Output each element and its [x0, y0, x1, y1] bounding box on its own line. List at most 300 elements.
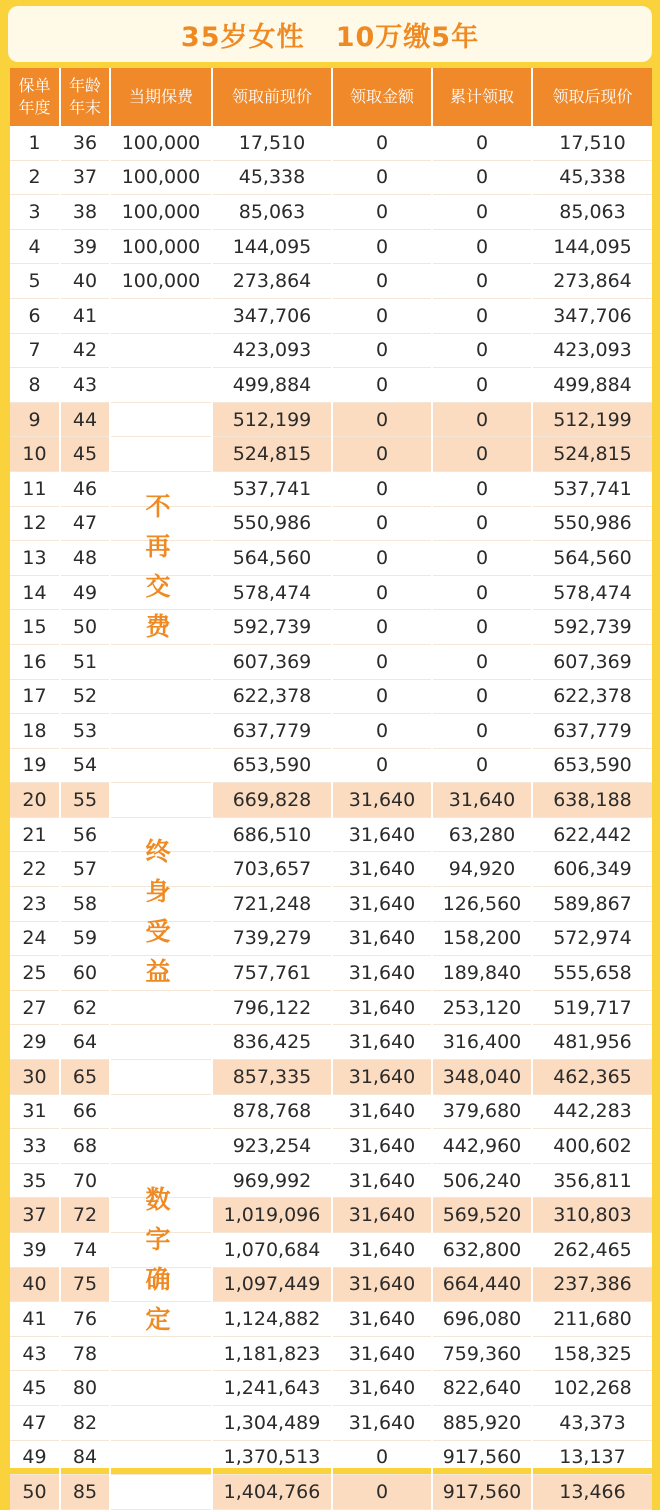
cell-value-after: 237,386: [532, 1267, 652, 1302]
cell-premium: 100,000: [110, 126, 212, 160]
table-row: [10, 714, 652, 749]
cell-policy-year: 1: [10, 126, 60, 160]
cell-value-before: 669,828: [212, 783, 332, 818]
table-row: [10, 1233, 652, 1268]
cell-cumulative: 0: [432, 298, 532, 333]
cell-value-after: 622,442: [532, 817, 652, 852]
cell-age: 45: [60, 437, 110, 472]
table-row: [10, 1475, 652, 1510]
cell-policy-year: 6: [10, 298, 60, 333]
cell-age: 49: [60, 575, 110, 610]
cell-premium: [110, 1129, 212, 1164]
policy-table-container: [10, 68, 652, 1503]
cell-value-before: 969,992: [212, 1163, 332, 1198]
cell-amount: 0: [332, 368, 432, 403]
cell-age: 66: [60, 1094, 110, 1129]
cell-value-before: 1,370,513: [212, 1440, 332, 1475]
side-label-char: 确: [145, 1265, 171, 1294]
header-value-before: 领取前现价: [212, 68, 332, 126]
cell-value-after: 13,137: [532, 1440, 652, 1475]
cell-cumulative: 0: [432, 748, 532, 783]
cell-cumulative: 126,560: [432, 887, 532, 922]
cell-cumulative: 316,400: [432, 1025, 532, 1060]
cell-premium: [110, 368, 212, 403]
cell-policy-year: 45: [10, 1371, 60, 1406]
table-row: [10, 610, 652, 645]
cell-value-after: 310,803: [532, 1198, 652, 1233]
cell-amount: 0: [332, 541, 432, 576]
cell-value-before: 524,815: [212, 437, 332, 472]
cell-policy-year: 25: [10, 956, 60, 991]
cell-cumulative: 917,560: [432, 1440, 532, 1475]
cell-policy-year: 41: [10, 1302, 60, 1337]
cell-amount: 0: [332, 126, 432, 160]
cell-cumulative: 442,960: [432, 1129, 532, 1164]
header-cumulative: 累计领取: [432, 68, 532, 126]
cell-age: 57: [60, 852, 110, 887]
cell-amount: 31,640: [332, 1163, 432, 1198]
cell-age: 70: [60, 1163, 110, 1198]
cell-value-before: 512,199: [212, 402, 332, 437]
cell-age: 80: [60, 1371, 110, 1406]
cell-policy-year: 16: [10, 644, 60, 679]
cell-value-before: 857,335: [212, 1060, 332, 1095]
cell-age: 75: [60, 1267, 110, 1302]
cell-policy-year: 49: [10, 1440, 60, 1475]
cell-premium: [110, 1440, 212, 1475]
cell-value-before: 607,369: [212, 644, 332, 679]
cell-value-before: 592,739: [212, 610, 332, 645]
cell-amount: 31,640: [332, 783, 432, 818]
side-label-char: 费: [145, 612, 171, 641]
cell-policy-year: 20: [10, 783, 60, 818]
cell-value-after: 519,717: [532, 990, 652, 1025]
cell-value-after: 637,779: [532, 714, 652, 749]
cell-value-before: 1,404,766: [212, 1475, 332, 1510]
cell-value-after: 606,349: [532, 852, 652, 887]
cell-value-before: 347,706: [212, 298, 332, 333]
cell-age: 74: [60, 1233, 110, 1268]
cell-age: 82: [60, 1405, 110, 1440]
cell-value-before: 721,248: [212, 887, 332, 922]
cell-amount: 31,640: [332, 887, 432, 922]
table-row: [10, 1025, 652, 1060]
cell-premium: [110, 1060, 212, 1095]
cell-cumulative: 0: [432, 644, 532, 679]
cell-policy-year: 40: [10, 1267, 60, 1302]
cell-amount: 0: [332, 644, 432, 679]
cell-policy-year: 33: [10, 1129, 60, 1164]
cell-policy-year: 24: [10, 921, 60, 956]
cell-amount: 31,640: [332, 1267, 432, 1302]
cell-cumulative: 0: [432, 541, 532, 576]
cell-value-before: 1,124,882: [212, 1302, 332, 1337]
cell-value-before: 836,425: [212, 1025, 332, 1060]
cell-age: 76: [60, 1302, 110, 1337]
cell-premium: [110, 1371, 212, 1406]
cell-value-before: 1,097,449: [212, 1267, 332, 1302]
cell-cumulative: 885,920: [432, 1405, 532, 1440]
cell-value-after: 524,815: [532, 437, 652, 472]
cell-policy-year: 13: [10, 541, 60, 576]
cell-value-before: 578,474: [212, 575, 332, 610]
cell-value-after: 653,590: [532, 748, 652, 783]
side-label-no-more-premium: [128, 487, 188, 647]
cell-age: 36: [60, 126, 110, 160]
table-row: [10, 644, 652, 679]
cell-cumulative: 0: [432, 610, 532, 645]
cell-policy-year: 31: [10, 1094, 60, 1129]
cell-amount: 0: [332, 195, 432, 230]
table-row: [10, 333, 652, 368]
table-row: [10, 229, 652, 264]
table-row: [10, 887, 652, 922]
cell-age: 58: [60, 887, 110, 922]
page-title: [8, 6, 652, 62]
cell-policy-year: 35: [10, 1163, 60, 1198]
table-row: [10, 748, 652, 783]
cell-amount: 31,640: [332, 1094, 432, 1129]
cell-amount: 0: [332, 229, 432, 264]
cell-policy-year: 10: [10, 437, 60, 472]
cell-cumulative: 348,040: [432, 1060, 532, 1095]
cell-value-before: 703,657: [212, 852, 332, 887]
cell-policy-year: 17: [10, 679, 60, 714]
cell-value-after: 499,884: [532, 368, 652, 403]
cell-value-before: 739,279: [212, 921, 332, 956]
cell-premium: [110, 783, 212, 818]
cell-cumulative: 0: [432, 714, 532, 749]
cell-age: 39: [60, 229, 110, 264]
table-row: [10, 575, 652, 610]
cell-amount: 31,640: [332, 990, 432, 1025]
cell-age: 50: [60, 610, 110, 645]
table-row: [10, 1336, 652, 1371]
cell-amount: 0: [332, 610, 432, 645]
cell-premium: [110, 402, 212, 437]
cell-premium: [110, 437, 212, 472]
cell-policy-year: 30: [10, 1060, 60, 1095]
cell-age: 78: [60, 1336, 110, 1371]
cell-policy-year: 15: [10, 610, 60, 645]
cell-cumulative: 31,640: [432, 783, 532, 818]
cell-value-after: 423,093: [532, 333, 652, 368]
cell-amount: 0: [332, 437, 432, 472]
cell-cumulative: 0: [432, 679, 532, 714]
cell-amount: 31,640: [332, 1302, 432, 1337]
cell-value-before: 550,986: [212, 506, 332, 541]
cell-amount: 0: [332, 506, 432, 541]
table-row: [10, 471, 652, 506]
cell-value-before: 1,181,823: [212, 1336, 332, 1371]
cell-age: 65: [60, 1060, 110, 1095]
cell-value-after: 622,378: [532, 679, 652, 714]
cell-premium: [110, 748, 212, 783]
cell-policy-year: 14: [10, 575, 60, 610]
cell-age: 52: [60, 679, 110, 714]
cell-value-after: 144,095: [532, 229, 652, 264]
cell-policy-year: 19: [10, 748, 60, 783]
cell-cumulative: 0: [432, 402, 532, 437]
cell-value-before: 537,741: [212, 471, 332, 506]
cell-policy-year: 11: [10, 471, 60, 506]
cell-premium: [110, 714, 212, 749]
cell-value-before: 622,378: [212, 679, 332, 714]
cell-value-before: 1,019,096: [212, 1198, 332, 1233]
cell-value-after: 442,283: [532, 1094, 652, 1129]
cell-value-before: 796,122: [212, 990, 332, 1025]
cell-policy-year: 43: [10, 1336, 60, 1371]
side-label-char: 数: [145, 1185, 171, 1214]
side-label-char: 身: [145, 877, 171, 906]
table-row: [10, 1060, 652, 1095]
cell-cumulative: 0: [432, 126, 532, 160]
cell-policy-year: 22: [10, 852, 60, 887]
cell-amount: 31,640: [332, 1371, 432, 1406]
cell-value-before: 686,510: [212, 817, 332, 852]
cell-age: 64: [60, 1025, 110, 1060]
header-premium: 当期保费: [110, 68, 212, 126]
cell-policy-year: 7: [10, 333, 60, 368]
table-row: [10, 506, 652, 541]
cell-age: 85: [60, 1475, 110, 1510]
table-row: [10, 126, 652, 160]
table-row: [10, 956, 652, 991]
cell-policy-year: 23: [10, 887, 60, 922]
cell-policy-year: 9: [10, 402, 60, 437]
cell-amount: 0: [332, 471, 432, 506]
cell-value-after: 17,510: [532, 126, 652, 160]
cell-value-after: 638,188: [532, 783, 652, 818]
table-row: [10, 852, 652, 887]
cell-cumulative: 0: [432, 333, 532, 368]
side-label-lifetime-benefit: [128, 832, 188, 992]
cell-amount: 0: [332, 402, 432, 437]
cell-cumulative: 94,920: [432, 852, 532, 887]
cell-cumulative: 0: [432, 229, 532, 264]
cell-age: 37: [60, 160, 110, 195]
cell-cumulative: 379,680: [432, 1094, 532, 1129]
cell-cumulative: 189,840: [432, 956, 532, 991]
cell-age: 84: [60, 1440, 110, 1475]
table-header-row: [10, 68, 652, 126]
cell-value-after: 555,658: [532, 956, 652, 991]
cell-cumulative: 158,200: [432, 921, 532, 956]
cell-value-after: 347,706: [532, 298, 652, 333]
cell-value-after: 537,741: [532, 471, 652, 506]
cell-amount: 31,640: [332, 1405, 432, 1440]
cell-value-before: 423,093: [212, 333, 332, 368]
table-row: [10, 1094, 652, 1129]
cell-amount: 0: [332, 1440, 432, 1475]
cell-amount: 0: [332, 264, 432, 299]
table-row: [10, 1405, 652, 1440]
cell-age: 72: [60, 1198, 110, 1233]
cell-cumulative: 0: [432, 437, 532, 472]
cell-cumulative: 0: [432, 264, 532, 299]
table-row: [10, 679, 652, 714]
table-row: [10, 1129, 652, 1164]
cell-cumulative: 664,440: [432, 1267, 532, 1302]
cell-age: 47: [60, 506, 110, 541]
cell-age: 40: [60, 264, 110, 299]
cell-value-after: 102,268: [532, 1371, 652, 1406]
cell-premium: [110, 1025, 212, 1060]
cell-policy-year: 2: [10, 160, 60, 195]
cell-value-after: 589,867: [532, 887, 652, 922]
cell-value-after: 273,864: [532, 264, 652, 299]
cell-premium: 100,000: [110, 229, 212, 264]
cell-value-after: 356,811: [532, 1163, 652, 1198]
cell-value-before: 144,095: [212, 229, 332, 264]
cell-amount: 31,640: [332, 852, 432, 887]
side-label-char: 交: [145, 572, 171, 601]
cell-age: 56: [60, 817, 110, 852]
side-label-guaranteed-figures: [128, 1180, 188, 1340]
cell-policy-year: 5: [10, 264, 60, 299]
table-row: [10, 368, 652, 403]
cell-value-before: 564,560: [212, 541, 332, 576]
header-amount: 领取金额: [332, 68, 432, 126]
side-label-char: 不: [145, 492, 171, 521]
cell-value-after: 512,199: [532, 402, 652, 437]
cell-premium: [110, 1094, 212, 1129]
cell-policy-year: 39: [10, 1233, 60, 1268]
title-part1: 35岁女性: [180, 21, 305, 53]
cell-amount: 0: [332, 298, 432, 333]
cell-value-after: 400,602: [532, 1129, 652, 1164]
cell-amount: 0: [332, 714, 432, 749]
side-label-char: 再: [145, 532, 171, 561]
cell-value-before: 1,070,684: [212, 1233, 332, 1268]
cell-cumulative: 0: [432, 368, 532, 403]
cell-amount: 31,640: [332, 1129, 432, 1164]
cell-premium: [110, 1405, 212, 1440]
cell-age: 44: [60, 402, 110, 437]
cell-cumulative: 253,120: [432, 990, 532, 1025]
cell-value-after: 43,373: [532, 1405, 652, 1440]
cell-policy-year: 8: [10, 368, 60, 403]
table-row: [10, 817, 652, 852]
cell-cumulative: 759,360: [432, 1336, 532, 1371]
table-row: [10, 298, 652, 333]
cell-amount: 0: [332, 1475, 432, 1510]
cell-amount: 31,640: [332, 956, 432, 991]
cell-value-after: 607,369: [532, 644, 652, 679]
cell-cumulative: 696,080: [432, 1302, 532, 1337]
cell-premium: [110, 679, 212, 714]
cell-age: 53: [60, 714, 110, 749]
cell-value-before: 653,590: [212, 748, 332, 783]
cell-premium: [110, 1475, 212, 1510]
cell-value-after: 13,466: [532, 1475, 652, 1510]
cell-amount: 0: [332, 748, 432, 783]
table-row: [10, 1371, 652, 1406]
cell-policy-year: 21: [10, 817, 60, 852]
cell-cumulative: 0: [432, 471, 532, 506]
table-row: [10, 1163, 652, 1198]
title-part2: 10万缴5年: [335, 21, 480, 53]
cell-value-after: 262,465: [532, 1233, 652, 1268]
cell-policy-year: 3: [10, 195, 60, 230]
cell-age: 41: [60, 298, 110, 333]
cell-age: 42: [60, 333, 110, 368]
header-age: 年龄 年末: [60, 68, 110, 126]
cell-age: 43: [60, 368, 110, 403]
table-row: [10, 921, 652, 956]
cell-age: 46: [60, 471, 110, 506]
cell-age: 54: [60, 748, 110, 783]
cell-value-after: 550,986: [532, 506, 652, 541]
cell-cumulative: 569,520: [432, 1198, 532, 1233]
cell-premium: [110, 298, 212, 333]
cell-value-before: 923,254: [212, 1129, 332, 1164]
cell-value-before: 273,864: [212, 264, 332, 299]
cell-value-after: 158,325: [532, 1336, 652, 1371]
cell-amount: 31,640: [332, 1233, 432, 1268]
table-row: [10, 541, 652, 576]
side-label-char: 受: [145, 917, 171, 946]
cell-amount: 0: [332, 333, 432, 368]
cell-policy-year: 29: [10, 1025, 60, 1060]
cell-cumulative: 0: [432, 195, 532, 230]
cell-value-before: 499,884: [212, 368, 332, 403]
cell-cumulative: 506,240: [432, 1163, 532, 1198]
table-row: [10, 990, 652, 1025]
table-row: [10, 783, 652, 818]
table-row: [10, 402, 652, 437]
cell-cumulative: 63,280: [432, 817, 532, 852]
cell-amount: 0: [332, 679, 432, 714]
cell-age: 60: [60, 956, 110, 991]
cell-value-after: 564,560: [532, 541, 652, 576]
cell-age: 51: [60, 644, 110, 679]
cell-amount: 31,640: [332, 1336, 432, 1371]
policy-table: [10, 68, 652, 1510]
cell-value-before: 878,768: [212, 1094, 332, 1129]
cell-value-after: 572,974: [532, 921, 652, 956]
cell-premium: 100,000: [110, 264, 212, 299]
cell-cumulative: 0: [432, 160, 532, 195]
cell-premium: [110, 990, 212, 1025]
cell-age: 68: [60, 1129, 110, 1164]
cell-amount: 0: [332, 575, 432, 610]
cell-value-after: 211,680: [532, 1302, 652, 1337]
cell-value-after: 45,338: [532, 160, 652, 195]
cell-value-before: 45,338: [212, 160, 332, 195]
cell-policy-year: 27: [10, 990, 60, 1025]
cell-amount: 31,640: [332, 921, 432, 956]
cell-cumulative: 0: [432, 506, 532, 541]
table-row: [10, 160, 652, 195]
cell-premium: 100,000: [110, 160, 212, 195]
cell-value-before: 637,779: [212, 714, 332, 749]
header-policy-year: 保单 年度: [10, 68, 60, 126]
cell-age: 59: [60, 921, 110, 956]
cell-value-after: 85,063: [532, 195, 652, 230]
cell-value-after: 462,365: [532, 1060, 652, 1095]
cell-value-before: 1,304,489: [212, 1405, 332, 1440]
cell-amount: 31,640: [332, 817, 432, 852]
cell-cumulative: 822,640: [432, 1371, 532, 1406]
table-row: [10, 437, 652, 472]
cell-premium: [110, 1336, 212, 1371]
cell-value-before: 757,761: [212, 956, 332, 991]
cell-policy-year: 47: [10, 1405, 60, 1440]
cell-cumulative: 917,560: [432, 1475, 532, 1510]
cell-value-before: 1,241,643: [212, 1371, 332, 1406]
cell-value-after: 578,474: [532, 575, 652, 610]
